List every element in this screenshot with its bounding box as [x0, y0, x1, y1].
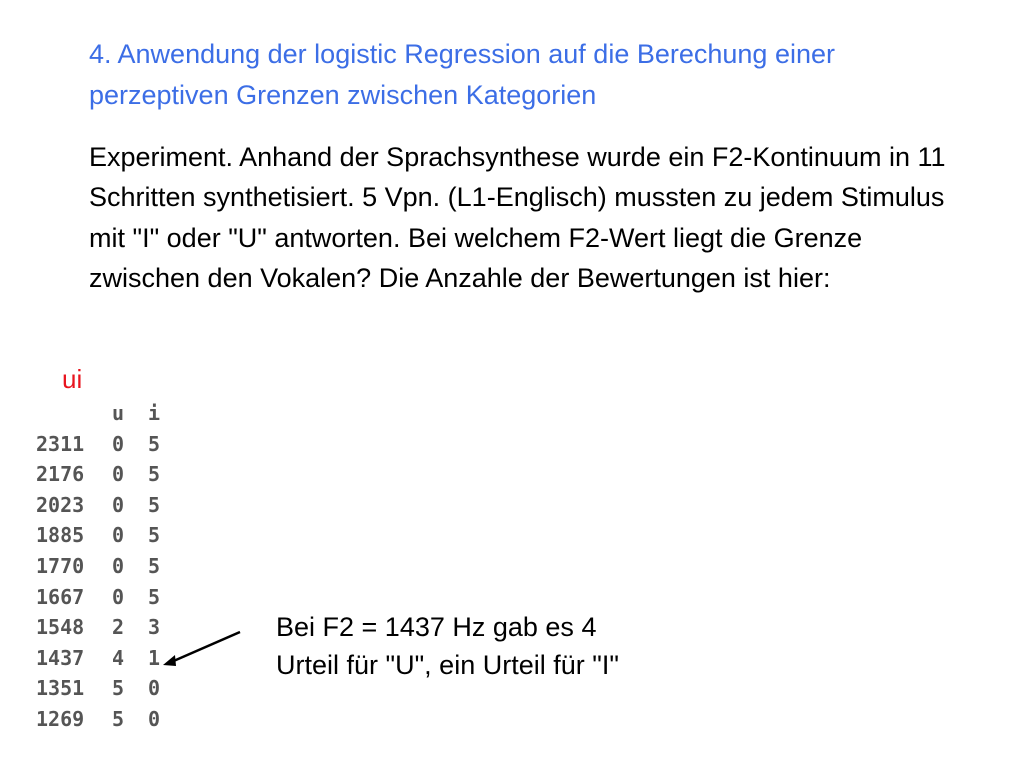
arrow-pointer-icon: [155, 625, 250, 675]
variable-label: ui: [62, 364, 83, 394]
row-f2-value: 1437: [36, 645, 85, 670]
table-header-row: [36, 398, 168, 429]
row-u-count: 0: [112, 553, 125, 578]
row-u-count: 2: [112, 615, 125, 640]
row-i-count: 5: [148, 462, 161, 487]
row-u-count: 0: [112, 523, 125, 548]
row-i-count: 5: [148, 431, 161, 456]
table-row: [36, 582, 168, 613]
row-i-count: 5: [148, 553, 161, 578]
row-u-count: 0: [112, 462, 125, 487]
slide-title: 4. Anwendung der logistic Regression auf die Berechung einer perzeptiven Grenzen zwischen Kategorien: [89, 39, 835, 110]
table-header-i: i: [148, 401, 161, 425]
annotation-note: Bei F2 = 1437 Hz gab es 4 Urteil für "U", ein Urteil für "I": [276, 612, 619, 680]
table-row: [36, 429, 168, 460]
row-i-count: 1: [148, 645, 161, 670]
row-u-count: 4: [112, 645, 125, 670]
table-row: [36, 704, 168, 735]
table-header-f2: [36, 398, 97, 429]
row-u-count: 5: [112, 676, 125, 701]
row-f2-value: 2023: [36, 492, 85, 517]
row-f2-value: 2311: [36, 431, 85, 456]
row-i-count: 5: [148, 523, 161, 548]
row-f2-value: 2176: [36, 462, 85, 487]
table-row: [36, 673, 168, 704]
table-header-u: u: [112, 401, 125, 425]
table-row: [36, 520, 168, 551]
row-f2-value: 1269: [36, 706, 85, 731]
row-i-count: 3: [148, 615, 161, 640]
table-row: [36, 490, 168, 521]
row-i-count: 0: [148, 706, 161, 731]
row-f2-value: 1351: [36, 676, 85, 701]
table-row: [36, 551, 168, 582]
table-row: [36, 643, 168, 674]
table-row: [36, 459, 168, 490]
response-count-table: [36, 398, 168, 735]
row-u-count: 0: [112, 492, 125, 517]
row-i-count: 5: [148, 584, 161, 609]
row-i-count: 5: [148, 492, 161, 517]
row-u-count: 5: [112, 706, 125, 731]
row-f2-value: 1885: [36, 523, 85, 548]
row-i-count: 0: [148, 676, 161, 701]
row-u-count: 0: [112, 584, 125, 609]
row-u-count: 0: [112, 431, 125, 456]
row-f2-value: 1548: [36, 615, 85, 640]
experiment-description: Experiment. Anhand der Sprachsynthese wurde ein F2-Kontinuum in 11 Schritten synthetisiert. 5 Vpn. (L1-Englisch) mussten zu jedem Stimulus mit "I" oder "U" antworten. Bei welchem F2-Wert liegt die Grenze zwischen den Vokalen? Die Anzahle der Bewertungen ist hier:: [89, 142, 946, 294]
table-row: [36, 612, 168, 643]
row-f2-value: 1770: [36, 553, 85, 578]
row-f2-value: 1667: [36, 584, 85, 609]
